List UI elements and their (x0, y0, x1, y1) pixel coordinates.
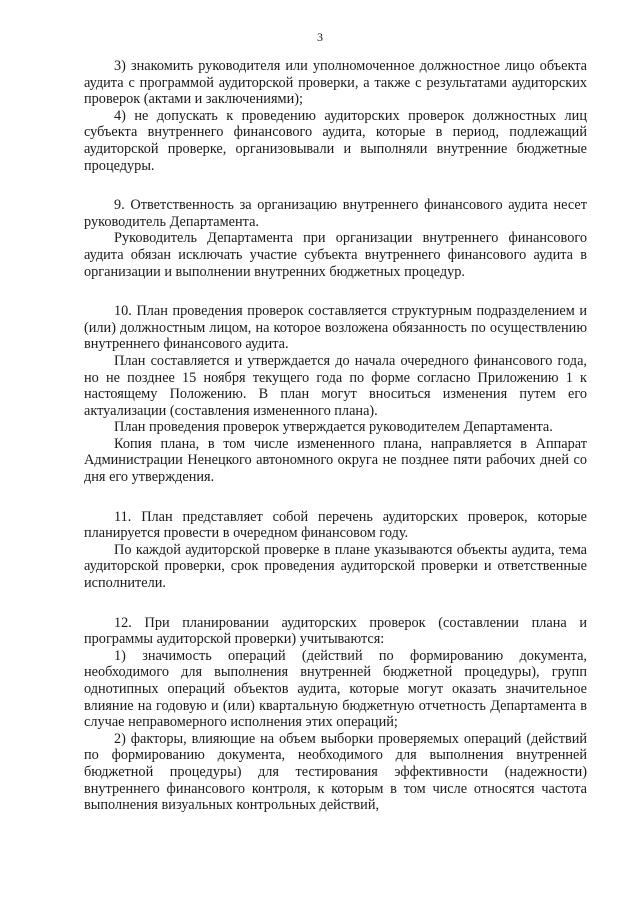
paragraph-10-plan: 10. План проведения проверок составляется структурным подразделением и (или) должностным лицом, на которое возложена обязанность по осуществлению внутреннего финансового аудита. (84, 303, 587, 353)
page-number: 3 (317, 30, 323, 44)
paragraph-11-plan-contents: По каждой аудиторской проверке в плане указываются объекты аудита, тема аудиторской проверки, срок проведения аудиторской проверки и ответственные исполнители. (84, 541, 587, 592)
paragraph-12-item-2: 2) факторы, влияющие на объем выборки проверяемых операций (действий по формированию документа, необходимого для выполнения внутренней бюджетной процедуры) для тестирования эффективности (надежности) внутреннего финансового контроля, к которым в том числе относятся частота выполнения визуальных контрольных действий, (84, 730, 587, 814)
paragraph-12-planning: 12. При планировании аудиторских проверок (составлении плана и программы аудиторской проверки) учитываются: (84, 614, 587, 648)
paragraph-10-plan-approval: План проведения проверок утверждается руководителем Департамента. (114, 419, 553, 436)
paragraph-9-head-duty: Руководитель Департамента при организации внутреннего финансового аудита обязан исключать участие субъекта внутреннего финансового аудита в организации и выполнении внутренних бюджетных процедур. (84, 230, 587, 280)
document-body (84, 58, 587, 814)
paragraph-10-plan-copy: Копия плана, в том числе измененного плана, направляется в Аппарат Администрации Ненецкого автономного округа не позднее пяти рабочих дней со дня его утверждения. (84, 435, 587, 486)
section-gap (84, 486, 587, 509)
paragraph-12-item-1: 1) значимость операций (действий по формированию документа, необходимого для выполнения внутренней бюджетной процедуры), групп однотипных операций объектов аудита, которые могут оказать значительное влияние на годовую и (или) квартальную бюджетную отчетность Департамента в случае неправомерного исполнения этих операций; (84, 647, 587, 731)
paragraph-10-plan-deadline: План составляется и утверждается до начала очередного финансового года, но не позднее 15 ноября текущего года по форме согласно Приложению 1 к настоящему Положению. В план могут вноситься изменения путем его актуализации (составления измененного плана). (84, 352, 587, 419)
paragraph-11-plan-list: 11. План представляет собой перечень аудиторских проверок, которые планируется провести в очередном финансовом году. (84, 508, 587, 542)
section-gap (84, 280, 587, 303)
section-gap (84, 592, 587, 615)
paragraph-9-responsibility: 9. Ответственность за организацию внутреннего финансового аудита несет руководитель Департамента. (84, 197, 587, 230)
paragraph-3-acquaint: 3) знакомить руководителя или уполномоченное должностное лицо объекта аудита с программой аудиторской проверки, а также с результатами аудиторских проверок (актами и заключениями); (84, 58, 587, 108)
section-gap (84, 174, 587, 197)
paragraph-4-not-admit: 4) не допускать к проведению аудиторских проверок должностных лиц субъекта внутреннего финансового аудита, которые в период, подлежащий аудиторской проверке, организовывали и выполняли внутренние бюджетные процедуры. (84, 107, 587, 174)
